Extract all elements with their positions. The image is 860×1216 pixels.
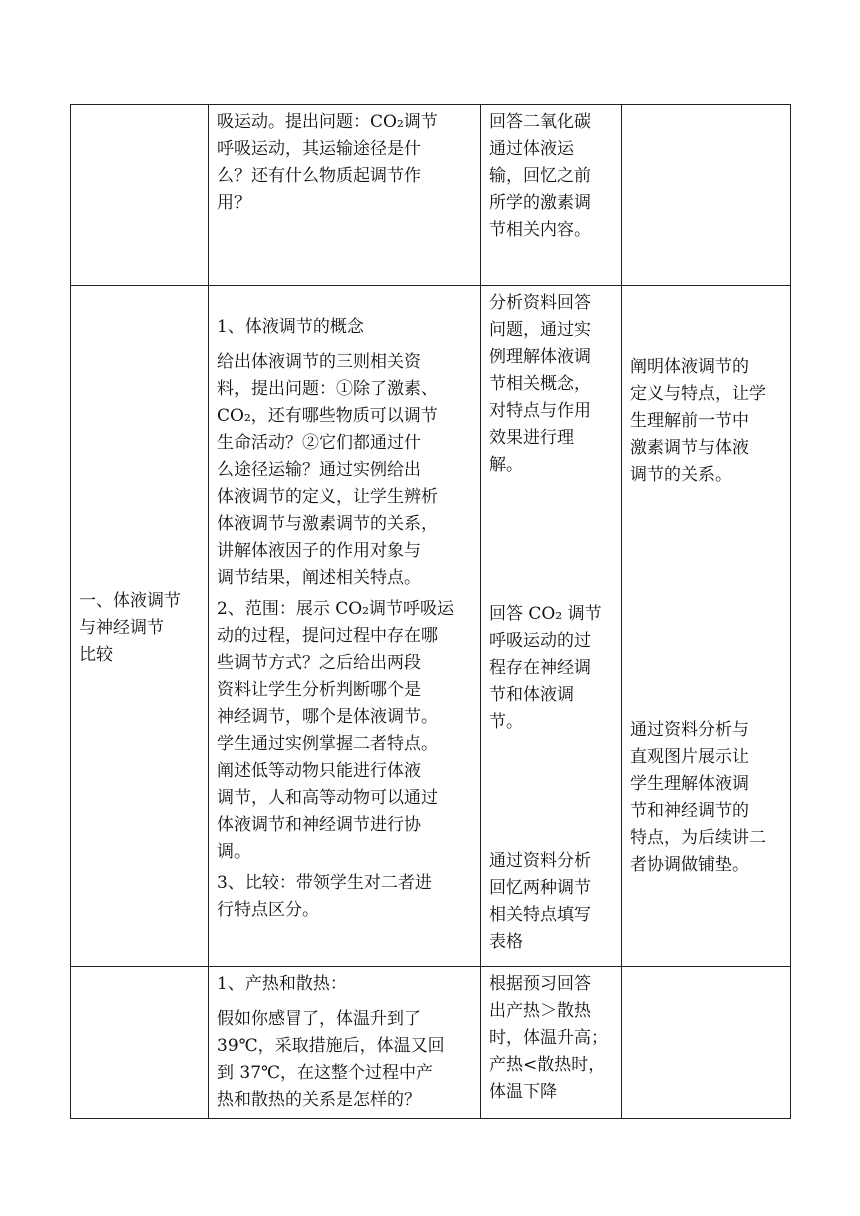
text-line: 特点，为后续讲二 bbox=[630, 828, 766, 848]
design-intent-cell bbox=[622, 286, 791, 967]
text-line: 与神经调节 bbox=[79, 617, 164, 638]
text-line: 节相关概念， bbox=[489, 374, 591, 394]
text-line: 3、比较：带领学生对二者进 bbox=[217, 873, 432, 893]
text-line: 问题，通过实 bbox=[489, 320, 591, 340]
text-line: 回答 CO₂ 调节 bbox=[489, 604, 602, 624]
text-line: 节和神经调节的 bbox=[630, 801, 749, 821]
text-line: 调节结果，阐述相关特点。 bbox=[217, 568, 421, 588]
text-line: 么？还有什么物质起调节作 bbox=[217, 166, 421, 186]
paragraph bbox=[217, 870, 474, 924]
text-line: 定义与特点，让学 bbox=[630, 384, 766, 404]
text-line: 调。 bbox=[217, 842, 251, 862]
text-line: 行特点区分。 bbox=[217, 900, 319, 920]
text-line: 体液调节和神经调节进行协 bbox=[217, 815, 421, 835]
text-line: 者协调做铺垫。 bbox=[630, 855, 749, 875]
text-line: 节。 bbox=[489, 712, 523, 732]
text-line: 解。 bbox=[489, 455, 523, 475]
design-intent-block bbox=[630, 717, 784, 879]
text-line: 2、范围：展示 CO₂调节呼吸运 bbox=[217, 599, 454, 619]
student-activity-cell bbox=[481, 967, 622, 1119]
text-line: 些调节方式？之后给出两段 bbox=[217, 653, 421, 673]
student-activity-cell bbox=[481, 105, 622, 286]
table-row bbox=[71, 967, 791, 1119]
text-line: 学生理解体液调 bbox=[630, 774, 749, 794]
paragraph bbox=[217, 596, 474, 866]
text-line: 体液调节与激素调节的关系， bbox=[217, 514, 438, 534]
table-row bbox=[71, 286, 791, 967]
text-line: 表格 bbox=[489, 932, 523, 952]
student-response-block bbox=[489, 290, 615, 479]
text-line: 调节的关系。 bbox=[630, 465, 732, 485]
text-line: 神经调节，哪个是体液调节。 bbox=[217, 707, 438, 727]
text-line: 通过体液运 bbox=[489, 139, 574, 159]
text-line: 么途径运输？通过实例给出 bbox=[217, 460, 421, 480]
student-activity-text bbox=[489, 109, 615, 244]
student-activity-cell bbox=[481, 286, 622, 967]
text-line: 资料让学生分析判断哪个是 bbox=[217, 680, 421, 700]
text-line: 例理解体液调 bbox=[489, 347, 591, 367]
section-heading: 1、产热和散热： bbox=[217, 974, 347, 994]
text-line: 比较 bbox=[79, 644, 113, 665]
text-line: 节相关内容。 bbox=[489, 220, 591, 240]
stage-cell bbox=[71, 967, 209, 1119]
teacher-activity-cell bbox=[209, 286, 481, 967]
text-line: 料，提出问题：①除了激素、 bbox=[217, 379, 438, 399]
design-intent-cell bbox=[622, 105, 791, 286]
design-intent-cell bbox=[622, 967, 791, 1119]
text-line: 热和散热的关系是怎样的？ bbox=[217, 1090, 421, 1110]
text-line: 到 37℃，在这整个过程中产 bbox=[217, 1063, 434, 1083]
text-line: 输，回忆之前 bbox=[489, 166, 591, 186]
text-line: 讲解体液因子的作用对象与 bbox=[217, 541, 421, 561]
text-line: 回忆两种调节 bbox=[489, 878, 591, 898]
text-line: 激素调节与体液 bbox=[630, 438, 749, 458]
text-line: 效果进行理 bbox=[489, 428, 574, 448]
text-line: 直观图片展示让 bbox=[630, 747, 749, 767]
text-line: 根据预习回答 bbox=[489, 974, 591, 994]
section-heading: 1、体液调节的概念 bbox=[217, 317, 364, 337]
text-line: 一、体液调节 bbox=[79, 590, 181, 611]
student-response-block bbox=[489, 848, 615, 956]
paragraph bbox=[217, 349, 474, 592]
text-line: 学生通过实例掌握二者特点。 bbox=[217, 734, 438, 754]
text-line: 节和体液调 bbox=[489, 685, 574, 705]
student-activity-text bbox=[489, 971, 615, 1106]
text-line: 对特点与作用 bbox=[489, 401, 591, 421]
teacher-activity-cell bbox=[209, 967, 481, 1119]
text-line: 吸运动。提出问题：CO₂调节 bbox=[217, 112, 438, 132]
text-line: 体液调节的定义，让学生辨析 bbox=[217, 487, 438, 507]
student-response-block bbox=[489, 601, 615, 736]
text-line: 通过资料分析与 bbox=[630, 720, 749, 740]
text-line: 动的过程，提问过程中存在哪 bbox=[217, 626, 438, 646]
paragraph bbox=[217, 1006, 474, 1114]
text-line: 所学的激素调 bbox=[489, 193, 591, 213]
text-line: 生理解前一节中 bbox=[630, 411, 749, 431]
stage-cell bbox=[71, 105, 209, 286]
stage-title bbox=[71, 584, 208, 669]
text-line: 回答二氧化碳 bbox=[489, 112, 591, 132]
text-line: 假如你感冒了，体温升到了 bbox=[217, 1009, 421, 1029]
text-line: 呼吸运动的过 bbox=[489, 631, 591, 651]
text-line: 给出体液调节的三则相关资 bbox=[217, 352, 421, 372]
design-intent-block bbox=[630, 354, 784, 489]
table-row bbox=[71, 105, 791, 286]
text-line: 体温下降 bbox=[489, 1082, 557, 1102]
text-line: 生命活动？②它们都通过什 bbox=[217, 433, 421, 453]
text-line: CO₂，还有哪些物质可以调节 bbox=[217, 406, 438, 426]
teacher-activity-cell bbox=[209, 105, 481, 286]
lesson-plan-table bbox=[70, 104, 791, 1119]
text-line: 阐述低等动物只能进行体液 bbox=[217, 761, 421, 781]
text-line: 阐明体液调节的 bbox=[630, 357, 749, 377]
text-line: 39℃，采取措施后，体温又回 bbox=[217, 1036, 445, 1056]
text-line: 分析资料回答 bbox=[489, 293, 591, 313]
text-line: 出产热＞散热 bbox=[489, 1001, 591, 1021]
text-line: 用？ bbox=[217, 193, 251, 213]
text-line: 调节，人和高等动物可以通过 bbox=[217, 788, 438, 808]
stage-cell bbox=[71, 286, 209, 967]
text-line: 产热<散热时， bbox=[489, 1055, 606, 1075]
text-line: 呼吸运动，其运输途径是什 bbox=[217, 139, 421, 159]
text-line: 程存在神经调 bbox=[489, 658, 591, 678]
text-line: 时，体温升高； bbox=[489, 1028, 608, 1048]
text-line: 相关特点填写 bbox=[489, 905, 591, 925]
teacher-activity-text bbox=[217, 109, 474, 217]
text-line: 通过资料分析 bbox=[489, 851, 591, 871]
